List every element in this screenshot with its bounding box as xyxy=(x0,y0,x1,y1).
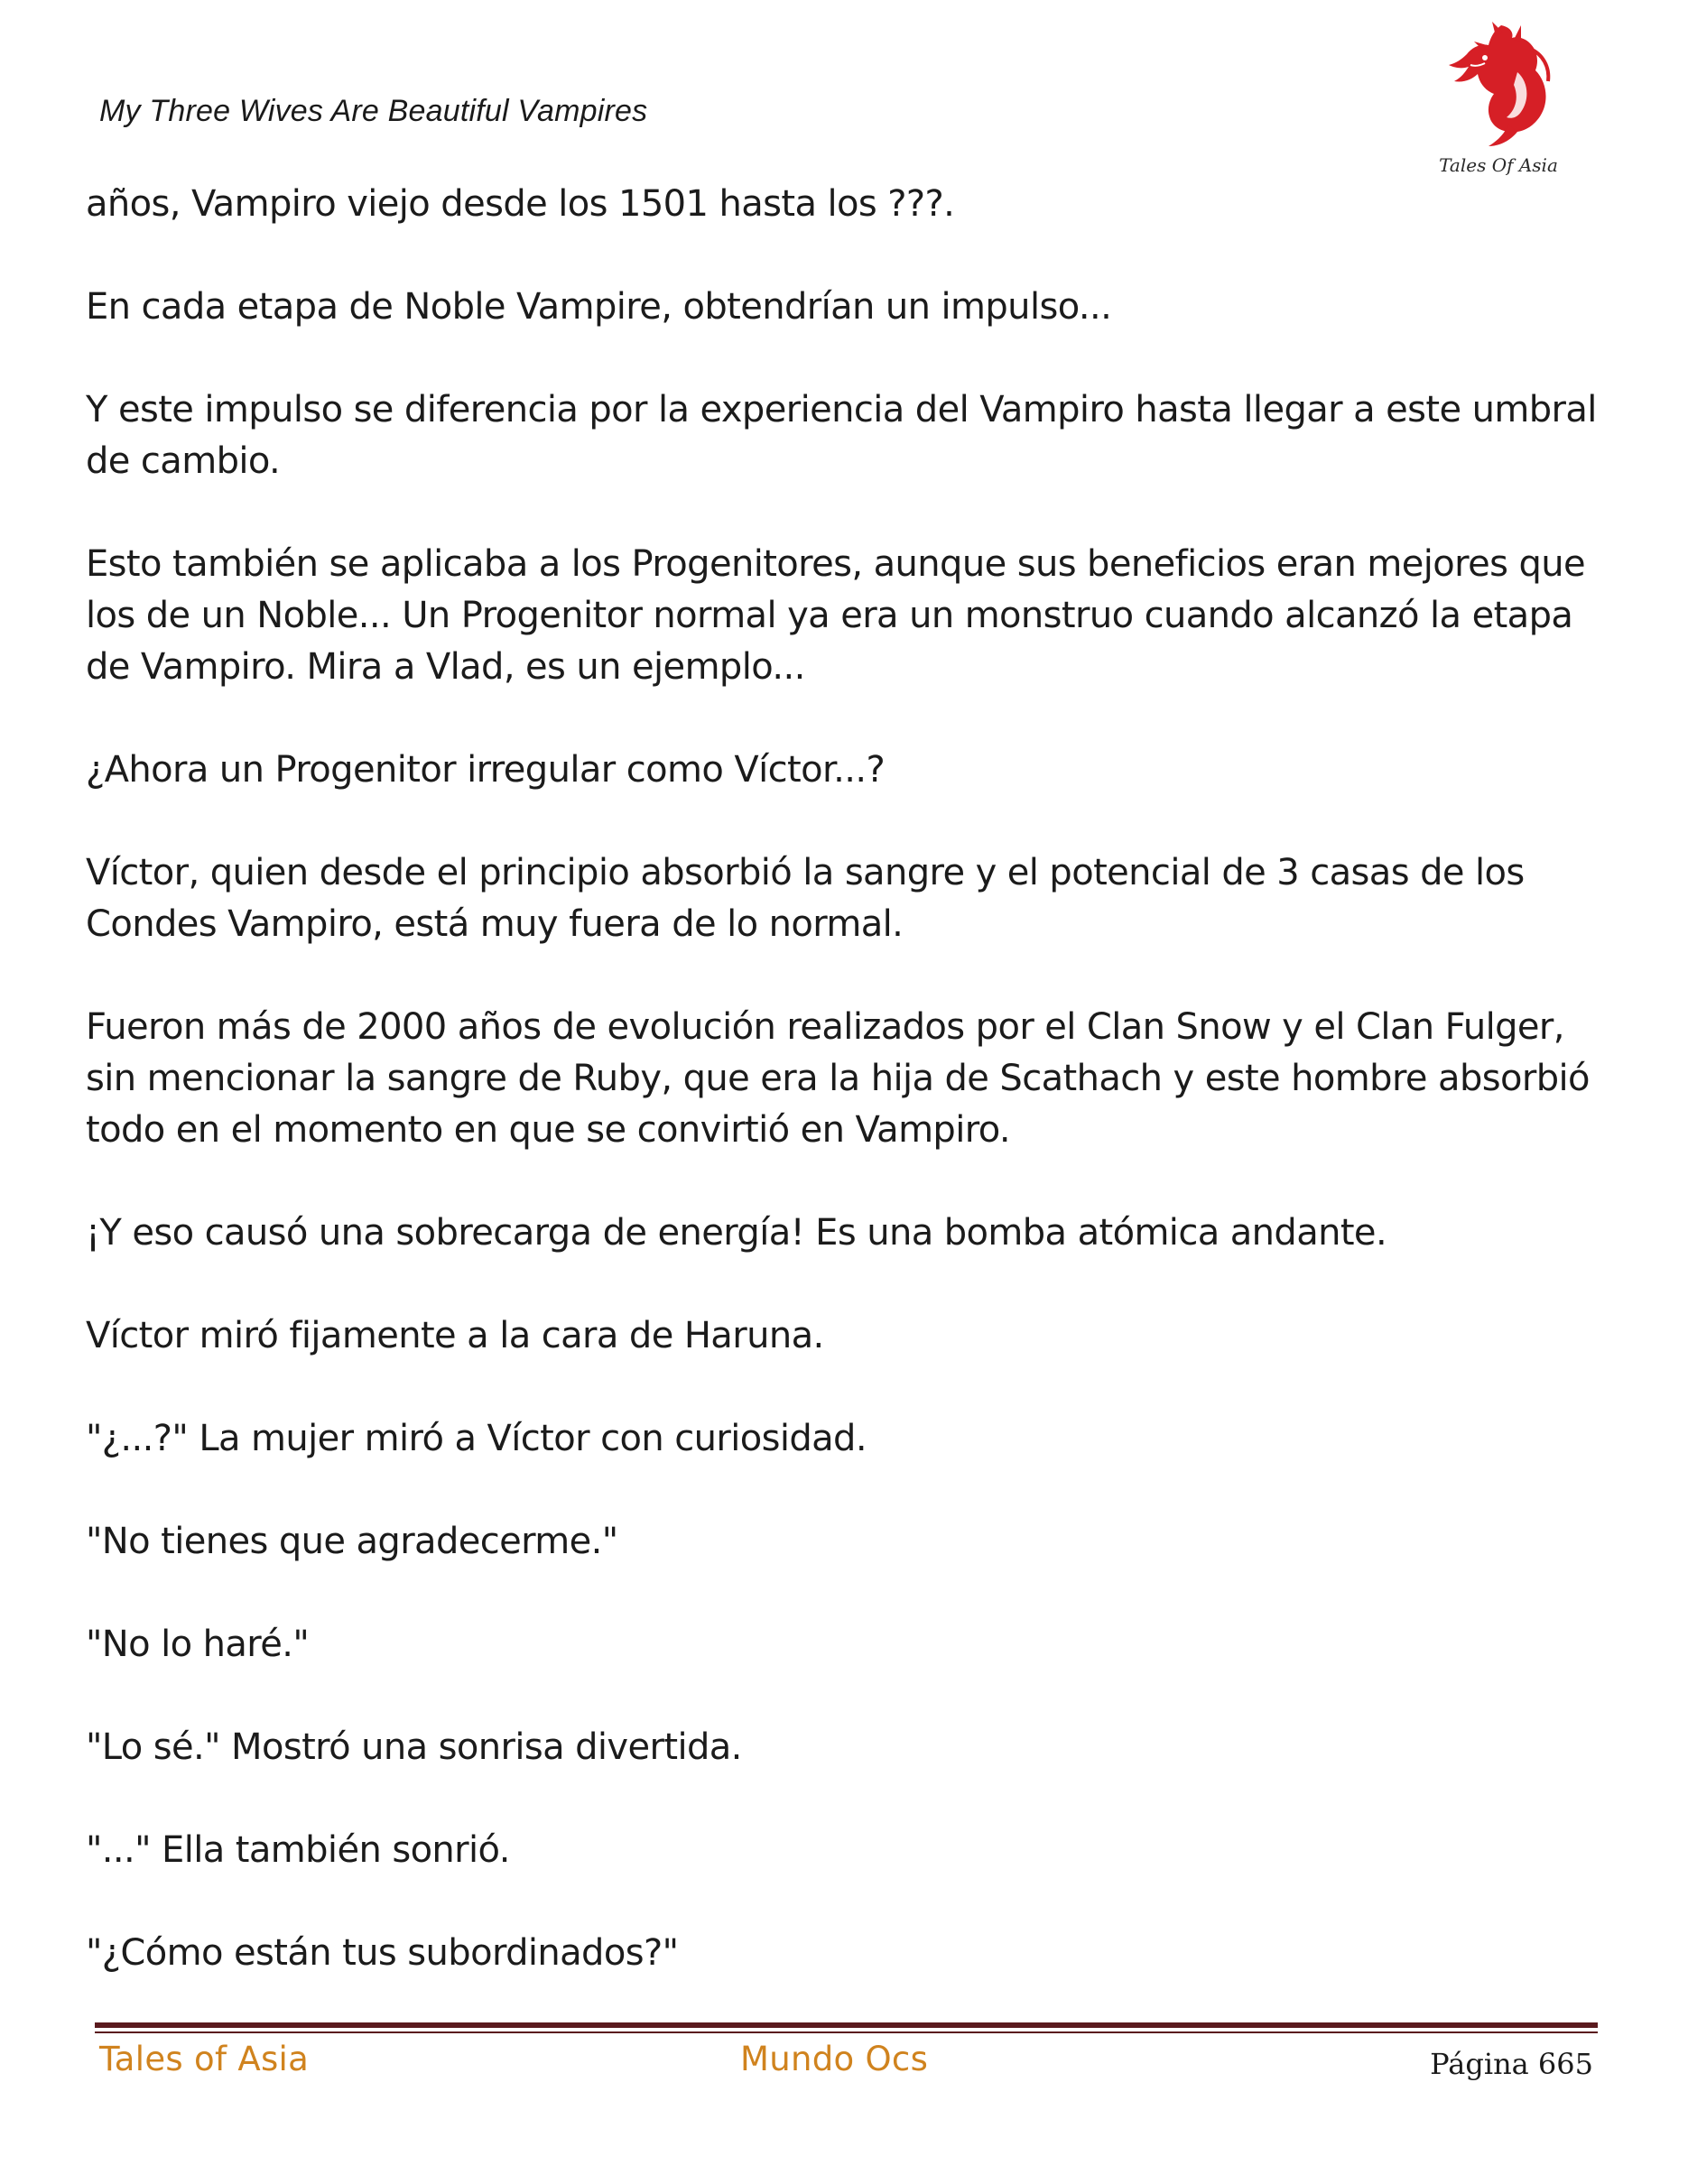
tales-of-asia-logo xyxy=(1431,18,1566,180)
footer-divider-thick xyxy=(95,2022,1598,2028)
paragraph: ¿Ahora un Progenitor irregular como Víctor...? xyxy=(86,749,886,791)
paragraph: Y este impulso se diferencia por la experiencia del Vampiro hasta llegar a este umbral de cambio. xyxy=(86,389,1597,482)
paragraph: En cada etapa de Noble Vampire, obtendrían un impulso... xyxy=(86,286,1112,328)
paragraph: "¿Cómo están tus subordinados?" xyxy=(86,1932,679,1974)
page-number: Página 665 xyxy=(1430,2047,1593,2081)
header-book-title: My Three Wives Are Beautiful Vampires xyxy=(99,94,648,128)
paragraph: Víctor, quien desde el principio absorbió la sangre y el potencial de 3 casas de los Condes Vampiro, está muy fuera de lo normal. xyxy=(86,852,1525,945)
paragraph: Víctor miró fijamente a la cara de Haruna. xyxy=(86,1315,824,1356)
footer-divider-thin xyxy=(95,2031,1598,2033)
logo-text: Tales Of Asia xyxy=(1439,154,1558,176)
body-text xyxy=(86,179,1620,2031)
paragraph: "Lo sé." Mostró una sonrisa divertida. xyxy=(86,1726,742,1768)
paragraph: Fueron más de 2000 años de evolución realizados por el Clan Snow y el Clan Fulger, sin mencionar la sangre de Ruby, que era la hija de Scathach y este hombre absorbió todo en el momento en que se convirtió en Vampiro. xyxy=(86,1006,1590,1151)
paragraph: "¿...?" La mujer miró a Víctor con curiosidad. xyxy=(86,1418,867,1459)
paragraph: "No tienes que agradecerme." xyxy=(86,1521,618,1562)
paragraph: Esto también se aplicaba a los Progenitores, aunque sus beneficios eran mejores que los de un Noble... Un Progenitor normal ya era un monstruo cuando alcanzó la etapa de Vampiro. Mira a Vlad, es un ejemplo... xyxy=(86,543,1586,688)
paragraph: "..." Ella también sonrió. xyxy=(86,1829,510,1871)
footer-section-name: Mundo Ocs xyxy=(740,2040,929,2078)
paragraph: "No lo haré." xyxy=(86,1624,310,1665)
footer-site-name: Tales of Asia xyxy=(99,2040,310,2078)
dragon-logo-icon xyxy=(1431,18,1566,180)
paragraph: ¡Y eso causó una sobrecarga de energía! Es una bomba atómica andante. xyxy=(86,1212,1387,1254)
paragraph: años, Vampiro viejo desde los 1501 hasta los ???. xyxy=(86,183,955,225)
